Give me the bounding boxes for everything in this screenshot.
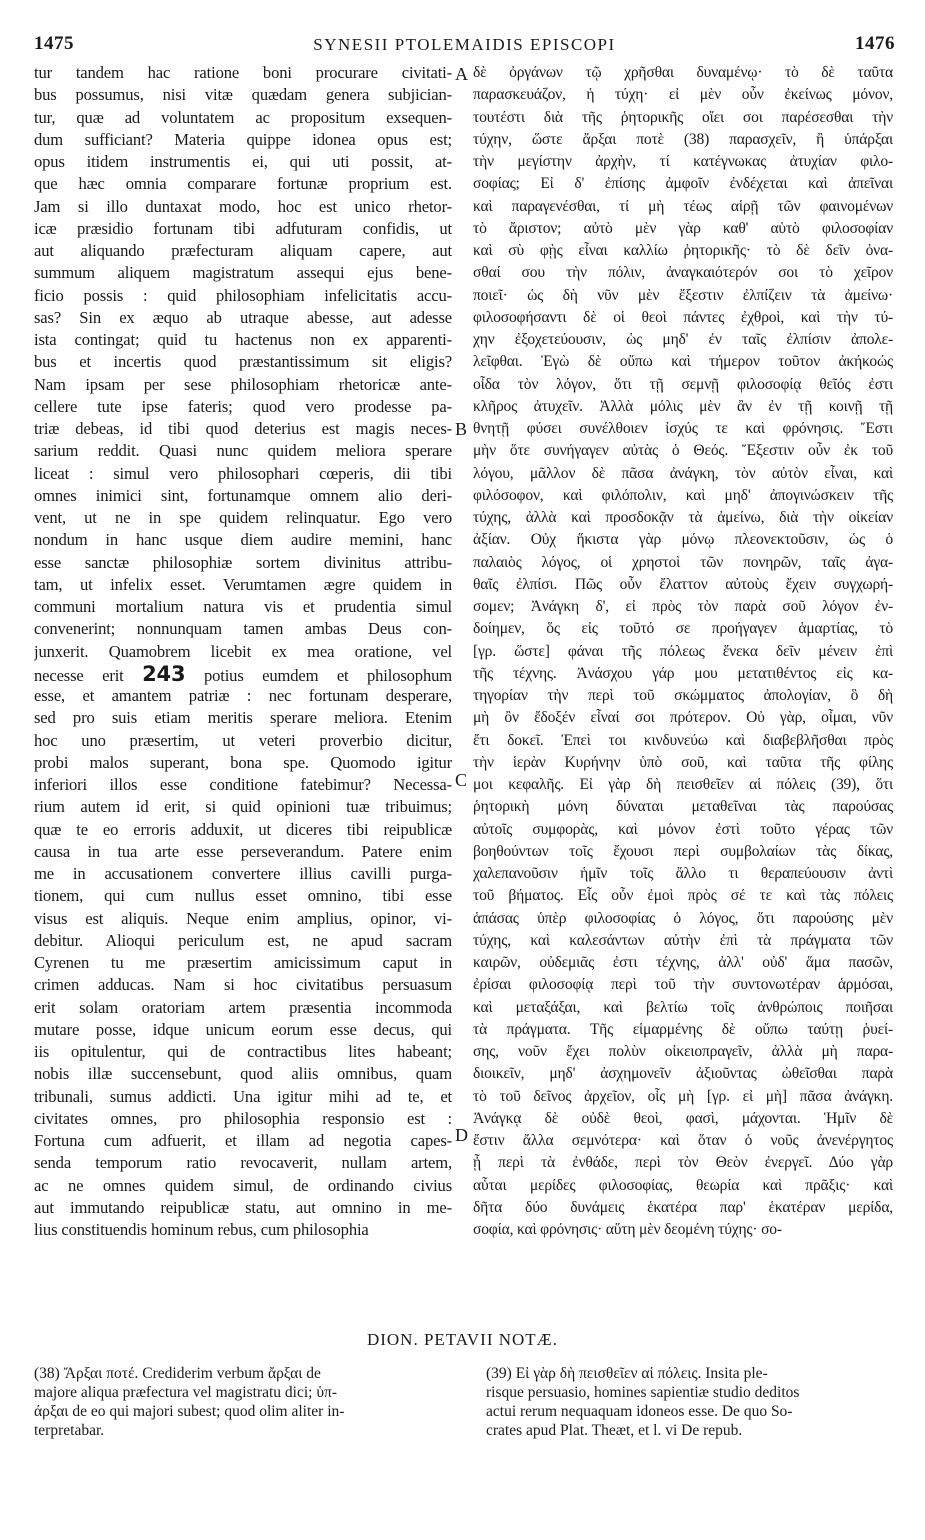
greek-text-line: λόγου, μᾶλλον δὲ πᾶσα ἀνάγκη, τὸν αὐτὸν εἶναι, καὶ bbox=[473, 464, 893, 482]
footnote-line: actui rerum nequaquam idoneos esse. De quo So- bbox=[486, 1403, 793, 1420]
greek-text-line: σομεν; Ἀνάγκη δ', εἰ πρὸς τὸν παρὰ σοῦ λόγον ἐν- bbox=[473, 598, 893, 615]
greek-text-line: ἁπάσας ὑπὲρ φιλοσοφίας ὁ λόγος, ὅτι παρούσης μὲν bbox=[473, 909, 893, 927]
margin-letter-a: A bbox=[455, 64, 468, 84]
footnote-line: (38) Ἄρξαι ποτέ. Crediderim verbum ἄρξαι de bbox=[34, 1365, 321, 1382]
latin-text-line: debitur. Alioqui periculum est, ne apud sacram bbox=[34, 930, 452, 950]
greek-text-line: δὲ ὀργάνων τῷ χρῆσθαι δυναμένῳ· τὸ δὲ ταῦτα bbox=[473, 64, 893, 81]
greek-text-line: δῆτα δύο δυνάμεις ἑκατέρα παρ' ἑκατέραν μερίδα, bbox=[473, 1198, 893, 1216]
greek-text-line: τὸ τοῦ δεῖνος ἀρχεῖον, οἷς μὴ [γρ. εἰ μὴ] πᾶσα ἀνάγκη. bbox=[473, 1087, 893, 1105]
latin-text-line: Nam ipsam per sese philosophiam rhetoricæ ante- bbox=[34, 374, 452, 394]
latin-text-line: quæ te eo erroris adduxit, ut diceres tibi reipublicæ bbox=[34, 819, 452, 839]
inline-page-mark: 243 bbox=[142, 662, 186, 685]
greek-text-line: τὰ πράγματα. Τῆς εἱμαρμένης δὲ οὔπω ταύτῃ ῥυεί- bbox=[473, 1020, 893, 1038]
footnote-line: terpretabar. bbox=[34, 1422, 105, 1439]
latin-text-line: tur, quæ ad voluntatem ac propositum exsequen- bbox=[34, 107, 452, 127]
latin-text-line: erit solam oratoriam artem præsentia incommoda bbox=[34, 997, 452, 1017]
latin-text-line: probi malos superant, bona spe. Quomodo igitur bbox=[34, 752, 452, 772]
greek-text-line: καιρῶν, οὐδεμιᾶς ἐστι τέχνης, ἀλλ' οὐδ' ἅμα πασῶν, bbox=[473, 954, 893, 971]
latin-text-line: Cyrenen tu me præsertim amicissimum caput in bbox=[34, 953, 452, 972]
latin-text-line: rium autem id erit, si quid opinioni tuæ tribuimus; bbox=[34, 797, 452, 817]
footnote-line: risque persuasio, homines sapientiæ studio deditos bbox=[486, 1384, 800, 1401]
margin-letter-c: C bbox=[455, 770, 468, 790]
latin-text-line: nobis illæ succensebunt, quod aliis omnibus, quam bbox=[34, 1064, 452, 1084]
greek-text-line: τοῦ βήματος. Εἷς οὖν ἐμοὶ πρὸς σέ τε καὶ τὰς πόλεις bbox=[473, 887, 893, 905]
greek-text-line: ἔτι δοκεῖ. Ἐπεὶ τοι κινδυνεύω καὶ διαβεβλῆσθαι πρὸς bbox=[473, 731, 893, 749]
running-title: SYNESII PTOLEMAIDIS EPISCOPI bbox=[313, 35, 616, 54]
latin-text-line: tur tandem hac ratione boni procurare civitati- bbox=[34, 63, 452, 82]
page-number-right: 1476 bbox=[855, 33, 895, 54]
greek-text-line: χην ἐξοχετεύουσιν, ὡς μηδ' ἐν ταῖς ἐλπίσιν ἀπολε- bbox=[473, 331, 893, 348]
latin-text-line: ista contingat; quid tu hactenus non ex apparenti- bbox=[34, 330, 452, 349]
greek-text-line: καὶ παραγενέσθαι, τί μὴ τέως αἱρῇ τῶν φαινομένων bbox=[473, 197, 893, 215]
greek-text-line: χαλεπανοῦσιν ἡμῖν τοῖς ἄλλο τι θεραπεύουσιν ἀντὶ bbox=[473, 865, 893, 882]
latin-text-line: causa in tua arte esse perseverandum. Patere enim bbox=[34, 841, 452, 861]
latin-text-line: visus est aliquis. Neque enim amplius, opinor, vi- bbox=[34, 908, 452, 928]
greek-text-line: τὴν μεγίστην ἀρχὴν, τί κατέγνωκας ἀτυχίαν φιλο- bbox=[473, 153, 893, 170]
greek-text-line: ποιεῖ· ὡς δὴ νῦν μὲν ἔξεστιν ἐλπίζειν τὰ ἀμείνω· bbox=[473, 286, 893, 304]
greek-text-line: τύχης, καὶ καλεσάντων αὐτὴν ἐπὶ τὰ πράγματα τῶν bbox=[473, 931, 893, 949]
greek-text-line: σθαί σου τὴν πόλιν, ἀναγκαιότερόν σοι τὸ χεῖρον bbox=[473, 264, 893, 282]
latin-text-line: nondum in hanc usque diem audire memini, hanc bbox=[34, 530, 452, 550]
latin-text-line: mutare posse, idque unicum eorum esse decus, qui bbox=[34, 1019, 452, 1039]
page-number-left: 1475 bbox=[34, 33, 74, 54]
latin-text-line: senda temporum ratio revocaverit, nullam artem, bbox=[34, 1153, 452, 1173]
greek-text-line: φιλοσοφήσαντι δὲ οἱ θεοὶ πάντες ἐχθροὶ, καὶ τὴν τύ- bbox=[473, 308, 893, 326]
footnote-38 bbox=[34, 1364, 446, 1440]
latin-text-line: liceat : simul vero philosophari cœperis, dii tibi bbox=[34, 463, 452, 483]
latin-text-line: icæ præsidio fortunam tibi adfuturam confidis, ut bbox=[34, 218, 452, 238]
greek-text-line: ῥητορικὴ μόνη δύναται μεταθεῖναι τὰς παρούσας bbox=[473, 798, 893, 816]
latin-text-line: civitates omnes, pro philosophia responsio est : bbox=[34, 1108, 452, 1128]
greek-text-line: ᾖ περὶ τὰ ἐνθάδε, περὶ τὸν Θεὸν ἐνεργεῖ. Δύο γὰρ bbox=[473, 1154, 893, 1172]
latin-text-line: esse sanctæ philosophiæ sortem divinitus attribu- bbox=[34, 552, 452, 572]
greek-text-line: κλῆρος ἀτυχεῖν. Ἀλλὰ μόλις μὲν ἂν ἐν τῇ κοινῇ τῇ bbox=[473, 397, 893, 415]
greek-text-line: αὗται μερίδες φιλοσοφίας, θεωρία καὶ πρᾶξις· καὶ bbox=[473, 1176, 893, 1194]
greek-text-line: Ἀνάγκᾳ δὲ οὐδὲ θεοὶ, φασὶ, μάχονται. Ἡμῖν δὲ bbox=[473, 1109, 893, 1127]
greek-text-line: οἶδα τὸν λόγον, ὅτι τῇ σεμνῇ φιλοσοφίᾳ θεῖός ἐστι bbox=[473, 375, 893, 393]
greek-text-line: ἔστιν ἄλλα σεμνότερα· καὶ ὅταν ὁ νοῦς ἀνενέργητος bbox=[473, 1132, 893, 1149]
latin-text-line: hoc uno præsertim, ut veteri proverbio dicitur, bbox=[34, 730, 452, 750]
running-header bbox=[34, 33, 895, 57]
footnote-line: crates apud Plat. Theæt, et l. vi De repub. bbox=[486, 1422, 743, 1439]
latin-text-line: inferiori illos esse conditione fatebimur? Necessa- bbox=[34, 775, 452, 794]
latin-text-line: convenerint; nonnunquam tamen ambas Deus con- bbox=[34, 619, 452, 639]
greek-text-line: ἐρίσαι φιλοσοφίᾳ περὶ τοῦ τὴν συντονωτέραν ἁρμόσαι, bbox=[473, 976, 893, 994]
greek-text-line: τύχην, ὥστε ἄρξαι ποτὲ (38) παρασχεῖν, ἢ ὑπάρξαι bbox=[473, 130, 893, 148]
latin-text-line: tam, ut infelix esset. Verumtamen ægre quidem in bbox=[34, 574, 452, 594]
latin-text-line: cellere tute ipse fateris; quod vero prodesse pa- bbox=[34, 396, 452, 416]
latin-text-line: aut aliquando præfecturam aliquam capere, aut bbox=[34, 241, 452, 260]
latin-text-line: sas? Sin ex æquo ab utraque abesse, aut adesse bbox=[34, 307, 452, 327]
latin-text-line: crimen adducas. Nam si hoc civitatibus persuasum bbox=[34, 975, 452, 995]
latin-text-line: bus et incertis quod præstantissimum sit eligis? bbox=[34, 352, 452, 372]
greek-text-line: τῆς τέχνης. Ἀνάσχου γάρ μου μετατιθέντος εἰς κα- bbox=[473, 664, 893, 682]
margin-letter-d: D bbox=[455, 1125, 468, 1145]
latin-text-line: sarium reddit. Quasi nunc quidem meliora sperare bbox=[34, 441, 452, 461]
latin-text-line: junxerit. Quamobrem licebit ex mea oratione, vel bbox=[34, 641, 452, 661]
latin-text-line: iis opitulentur, qui de contractibus lites habeant; bbox=[34, 1042, 452, 1061]
greek-text-line: μὴ ὂν ἔδοξέν εἶναί σοι πρότερον. Οὐ γὰρ, οἶμαι, νῦν bbox=[473, 709, 893, 727]
latin-text-line: sed pro suis etiam meritis sperare meliora. Etenim bbox=[34, 708, 452, 728]
greek-text-line: φιλόσοφον, καὶ φιλόπολιν, καὶ μηδ' ἀπογινώσκειν τῆς bbox=[473, 486, 893, 504]
greek-text-line: σοφίας; Εἰ δ' ἐπίσης ἀμφοῖν ἐνδέχεται καὶ ἀπεῖναι bbox=[473, 175, 893, 193]
greek-text-line: τὸ ἄριστον; αὐτὸ μὲν γὰρ καθ' αὑτὸ φιλοσοφίαν bbox=[473, 219, 893, 237]
latin-text-line: que hæc omnia comparare fortunæ proprium est. bbox=[34, 174, 452, 194]
latin-text-line: Fortuna cum adfuerit, et illam ad negotia capes- bbox=[34, 1131, 452, 1150]
greek-text-line: τύχης, ἀλλὰ καὶ προσδοκᾷν τὰ ἀμείνω, διὰ τὴν οἰκείαν bbox=[473, 509, 893, 526]
latin-text-line: ficio possis : quid philosophiam infelicitatis accu- bbox=[34, 285, 452, 305]
notes-title: DION. PETAVII NOTÆ. bbox=[366, 1330, 559, 1349]
greek-text-line: βοηθούντων τοῖς ἔχουσι περὶ συμβολαίων τὰς δίκας, bbox=[473, 842, 893, 860]
latin-text-line: me in accusationem convertere illius cavilli purga- bbox=[34, 864, 452, 883]
footnote-line: majore aliqua præfectura vel magistratu dici; ὑπ- bbox=[34, 1384, 337, 1401]
greek-text-line: παλαιὸς λόγος, οἱ χρηστοὶ τῶν πονηρῶν, ταῖς ἀγα- bbox=[473, 553, 893, 571]
greek-text-line: δοίημεν, ὅς εἰς τοῦτό σε προήγαγεν ἁμαρτίας, τὸ bbox=[473, 620, 893, 638]
latin-text-line: tionem, qui cum nullus esset omnino, tibi esse bbox=[34, 886, 452, 906]
latin-text-line: communi mortalium natura vis et prudentia simul bbox=[34, 597, 452, 616]
footnote-line: άρξαι de eo qui majori subest; quod olim aliter in- bbox=[34, 1403, 345, 1420]
latin-text-line: summum aliquem magistratum assequi ejus bene- bbox=[34, 263, 452, 283]
latin-text-line: esse, et amantem patriæ : nec fortunam desperare, bbox=[34, 686, 452, 705]
greek-text-line: τουτέστι διὰ τῆς ῥητορικῆς οἴει σοι παρέσεσθαι τὴν bbox=[473, 108, 893, 126]
latin-text-line: opus itidem instrumentis ei, qui uti possit, at- bbox=[34, 152, 452, 171]
greek-text-line: καὶ σὺ φῂς εἶναι καλλίω ῥητορικῆς· τὸ δὲ δεῖν ὀνα- bbox=[473, 242, 893, 259]
greek-text-line: καὶ μεταξάξαι, καὶ βελτίω τοῖς ἀνθρώποις ποιῆσαι bbox=[473, 998, 893, 1016]
latin-text-line: dum sufficiant? Materia quippe idonea opus est; bbox=[34, 129, 452, 149]
latin-text-line: aut immutando reipublicæ statu, aut omnino in me- bbox=[34, 1197, 452, 1217]
greek-text-line: διοικεῖν, μηδ' ἀσχημονεῖν ἀξιοῦντας ὠθεῖσθαι παρὰ bbox=[473, 1065, 893, 1083]
latin-text-line: tribunali, sumus addicti. Una igitur mihi ad te, et bbox=[34, 1086, 452, 1106]
greek-text-line: τὴν ἱερὰν Κυρήνην ὑπὸ σοῦ, καὶ ταῦτα τῆς φίλης bbox=[473, 753, 893, 771]
greek-text-line: αὐτοῖς συμφορὰς, καὶ μόνον ἐστὶ τοῦτο γέρας τῶν bbox=[473, 820, 893, 838]
latin-text-line: triæ debeas, id tibi quod deterius est magis neces- bbox=[34, 419, 452, 438]
greek-text-line: μοι κεφαλῆς. Εἰ γὰρ δὴ πεισθεῖεν αἱ πόλεις (39), ὅτι bbox=[473, 776, 893, 793]
greek-text-line: ἀξίαν. Οὐχ ἥκιστα γὰρ μόνῳ πλεονεκτοῦσιν, ὡς ὁ bbox=[473, 531, 893, 549]
greek-text-line: [γρ. ὥστε] φάναι τῆς πόλεως ἕνεκα δεῖν μένειν ἐπὶ bbox=[473, 642, 893, 660]
greek-column bbox=[473, 62, 893, 1241]
latin-text-line: omnes inimici sint, fortunamque omnem alio deri- bbox=[34, 485, 452, 505]
latin-text-line: bus possumus, nisi vitæ quædam genera subjician- bbox=[34, 85, 452, 105]
greek-text-line: λεῖφθαι. Ἐγὼ δὲ οὔπω καὶ τήμερον τοῦτον ἀκήκοώς bbox=[473, 353, 893, 371]
latin-text-line: necesse erit 243 potius eumdem et philosophum bbox=[34, 662, 452, 685]
latin-text-line: ac ne omnes quidem simul, de ordinando civius bbox=[34, 1175, 452, 1195]
margin-letter-b: B bbox=[455, 419, 468, 439]
footnote-39 bbox=[486, 1364, 891, 1440]
footnote-line: (39) Εἰ γὰρ δὴ πεισθεῖεν αἱ πόλεις. Insita ple- bbox=[486, 1365, 768, 1382]
latin-text-line: lius constituendis hominum rebus, cum philosophia bbox=[34, 1220, 369, 1239]
greek-text-line: παρασκευάζον, ἡ τύχη· εἰ μὲν οὖν ἐκείνως μόνον, bbox=[473, 86, 893, 104]
greek-text-line: τηγορίαν τὴν περὶ τοῦ σκώμματος ἀπολογίαν, ὃ δὴ bbox=[473, 687, 893, 704]
greek-text-line: μὴν ὅτε συνήγαγεν αὐτὰς ὁ Θεός. Ἔξεστιν οὖν ἐκ τοῦ bbox=[473, 442, 893, 460]
greek-text-line: σοφία, καὶ φρόνησις· αὕτη μὲν δεομένη τύχης· σο- bbox=[473, 1221, 782, 1238]
latin-text-line: vent, ut ne in spe quidem relinquatur. Ego vero bbox=[34, 508, 452, 527]
greek-text-line: σης, νοῦν ἔχει πολὺν οἰκειοπραγεῖν, ἀλλὰ μὴ παρα- bbox=[473, 1043, 893, 1060]
greek-text-line: θνητῇ φύσει συνέλθοιεν ἰσχύς τε καὶ φρόνησις. Ἔστι bbox=[473, 420, 893, 437]
greek-text-line: θαῖς ἐλπίσι. Πῶς οὖν ἔλαττον αὐτοὺς ἔχειν συγχωρή- bbox=[473, 575, 893, 593]
latin-column bbox=[34, 62, 452, 1241]
latin-text-line: Jam si illo duntaxat modo, hoc est unico rhetor- bbox=[34, 196, 452, 216]
